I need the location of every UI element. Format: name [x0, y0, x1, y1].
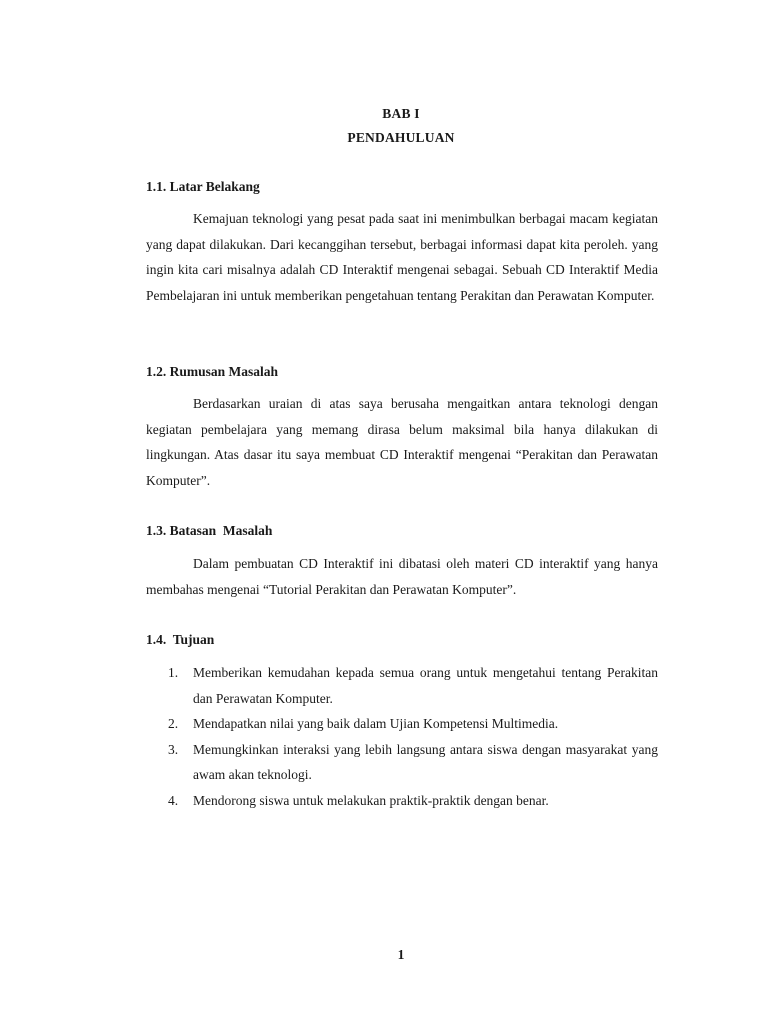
list-item: [146, 737, 658, 788]
list-item-text: Mendapatkan nilai yang baik dalam Ujian Kompetensi Multimedia.: [193, 716, 559, 732]
section-paragraph-latar-belakang: Kemajuan teknologi yang pesat pada saat ini menimbulkan berbagai macam kegiatan yang dapat dilakukan. Dari kecanggihan tersebut, berbagai informasi dapat kita peroleh. yang ingin kita cari misalnya adalah CD Interaktif mengenai sebagai. Sebuah CD Interaktif Media Pembelajaran ini untuk memberikan pengetahuan tentang Perakitan dan Perawatan Komputer.: [146, 211, 658, 303]
section-heading-tujuan: 1.4. Tujuan: [146, 632, 215, 647]
section-paragraph-batasan-masalah: Dalam pembuatan CD Interaktif ini dibatasi oleh materi CD interaktif yang hanya membahas mengenai “Tutorial Perakitan dan Perawatan Komputer”.: [146, 556, 658, 597]
list-item: [146, 711, 658, 737]
section-heading-batasan-masalah: 1.3. Batasan Masalah: [146, 523, 273, 538]
tujuan-list: [146, 660, 658, 814]
list-item-text: Memungkinkan interaksi yang lebih langsung antara siswa dengan masyarakat yang awam akan teknologi.: [193, 741, 658, 783]
list-item-number: 3.: [168, 741, 179, 757]
chapter-number: BAB I: [382, 106, 420, 121]
section-paragraph-rumusan-masalah: Berdasarkan uraian di atas saya berusaha mengaitkan antara teknologi dengan kegiatan pembelajara yang memang dirasa belum maksimal bila hanya dilakukan di lingkungan. Atas dasar itu saya membuat CD Interaktif mengenai “Perakitan dan Perawatan Komputer”.: [146, 396, 658, 488]
list-item-text: Memberikan kemudahan kepada semua orang untuk mengetahui tentang Perakitan dan Perawatan Komputer.: [193, 665, 658, 706]
page-number: 1: [397, 947, 405, 962]
section-heading-rumusan-masalah: 1.2. Rumusan Masalah: [146, 364, 279, 379]
list-item-number: 1.: [168, 665, 179, 680]
list-item-number: 4.: [168, 792, 179, 808]
list-item-number: 2.: [168, 716, 179, 732]
chapter-title: PENDAHULUAN: [347, 130, 455, 145]
list-item: [146, 788, 658, 814]
section-heading-latar-belakang: 1.1. Latar Belakang: [146, 179, 260, 194]
list-item: [146, 660, 658, 711]
list-item-text: Mendorong siswa untuk melakukan praktik-praktik dengan benar.: [193, 792, 549, 808]
